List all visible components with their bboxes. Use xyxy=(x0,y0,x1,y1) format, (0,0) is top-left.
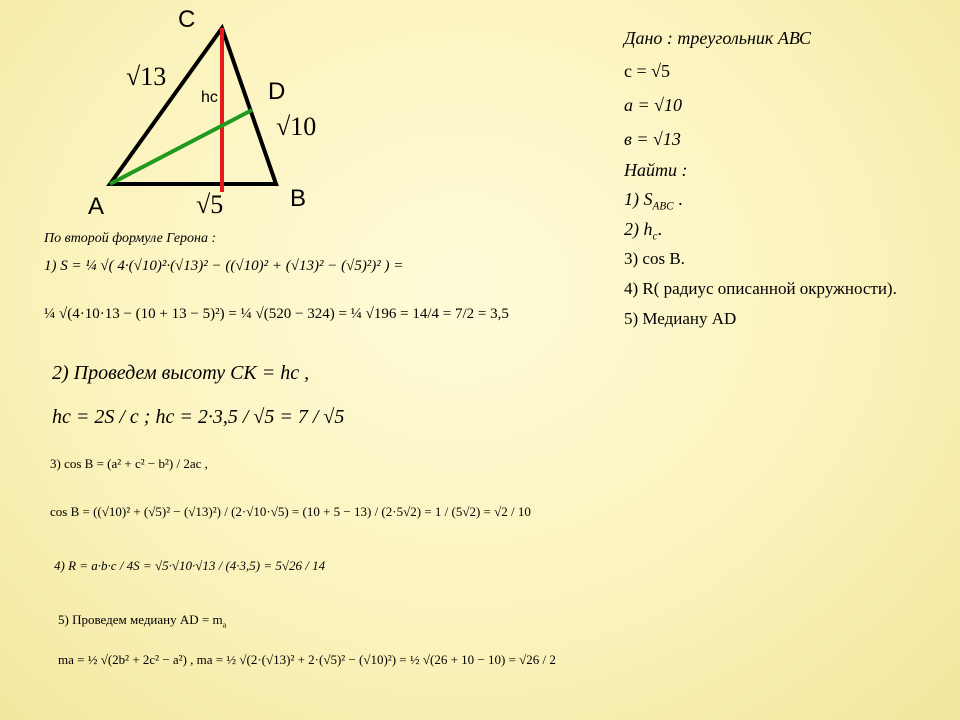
radius-line-1: 4) R = a·b·c / 4S = √5·√10·√13 / (4·3,5) = 5√26 / 14 xyxy=(54,558,326,573)
height-line-1: 2) Проведем высоту CK = hc , xyxy=(52,362,310,384)
point-d-label: D xyxy=(268,78,286,105)
given-side-c: c = √5 xyxy=(624,61,671,81)
find-item-height: 2) $h_c$. xyxy=(624,219,662,243)
vertex-c-label: C xyxy=(178,6,196,33)
heron-line-1: 1) S = ¼ √( 4·(√10)²·(√13)² − ((√10)² + (√13)² − (√5)²)² ) = xyxy=(44,258,404,274)
cosine-line-2: cos B = ((√10)² + (√5)² − (√13)²) / (2·√10·√5) = (10 + 5 − 13) / (2·5√2) = 1 / (5√2) = √2 / 10 xyxy=(50,504,531,519)
side-a-label: √10 xyxy=(276,112,317,141)
cosine-line-1: 3) cos B = (a² + c² − b²) / 2ac , xyxy=(50,456,208,471)
median-line-1: ma = ½ √(2b² + 2c² − a²) , ma = ½ √(2·(√13)² + 2·(√5)² − (√10)²) = ½ √(26 + 10 − 10) = √26 / 2 xyxy=(58,652,556,667)
given-heading: Дано : треугольник АВС xyxy=(624,28,811,48)
given-panel xyxy=(624,28,954,334)
given-side-b: в = √13 xyxy=(624,129,681,149)
find-item-median: 5) Медиану AD xyxy=(624,309,737,328)
median-title: 5) Проведем медиану AD = $m_a$ xyxy=(58,612,227,630)
vertex-a-label: A xyxy=(88,193,105,220)
median-ad xyxy=(110,110,252,184)
heron-title: По второй формуле Герона : xyxy=(44,231,217,246)
find-item-cosb: 3) cos B. xyxy=(624,249,685,268)
find-heading: Найти : xyxy=(624,160,688,180)
find-item-radius: 4) R( радиус описанной окружности). xyxy=(624,279,897,298)
vertex-b-label: B xyxy=(290,185,307,212)
side-c-label: √5 xyxy=(196,190,224,219)
find-item-area: 1) $S_{ABC}$ . xyxy=(624,189,683,213)
side-b-label: √13 xyxy=(126,62,167,91)
heron-line-2: ¼ √(4·10·13 − (10 + 13 − 5)²) = ¼ √(520 − 324) = ¼ √196 = 14/4 = 7/2 = 3,5 xyxy=(44,306,509,322)
given-side-a: a = √10 xyxy=(624,95,683,115)
triangle-figure xyxy=(80,0,340,230)
triangle-abc xyxy=(110,28,276,184)
height-line-2: hc = 2S / c ; hc = 2·3,5 / √5 = 7 / √5 xyxy=(52,406,345,428)
height-hc-label: hc xyxy=(201,89,218,106)
